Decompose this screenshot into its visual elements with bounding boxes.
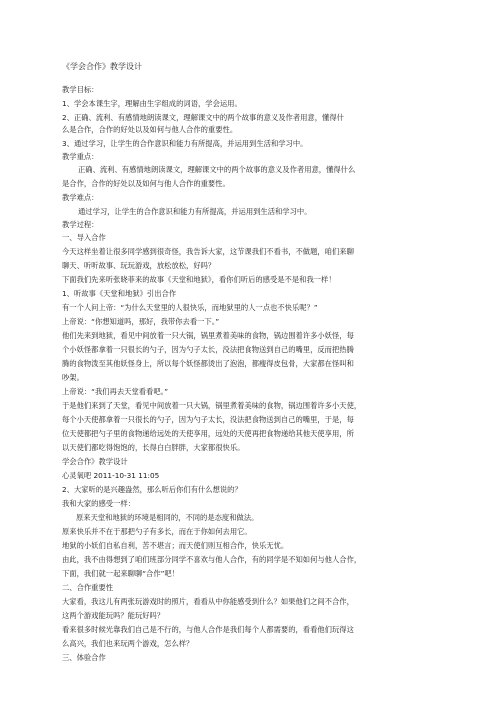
text-line: 下面，我们就一起来聊聊“合作”吧！: [62, 569, 180, 578]
text-line: 教学重点：: [62, 152, 99, 161]
text-line: 3、通过学习，让学生的合作意识和能力有所提高，并运用到生活和学习中。: [62, 139, 308, 148]
text-line: 学会合作》教学设计: [62, 457, 128, 466]
text-line: 二、合作重要性: [62, 583, 114, 592]
text-line: 正确、流利、有感情地朗读课文，理解课文中的两个故事的意义及作者用意，懂得什么: [78, 165, 356, 174]
text-line: 心灵氧吧 2011-10-31 11:05: [62, 471, 160, 480]
text-line: 我和大家的感受一样：: [62, 499, 135, 508]
text-line: 每个小天使都拿着一只很长的勺子，因为勺子太长，没法把食物送到自己的嘴里，于是，每: [62, 415, 354, 424]
text-line: 下面我们先来听张晓菲来的故事《天堂和地狱》，看你们听后的感受是不是和我一样！: [62, 275, 336, 284]
text-line: 原来快乐并不在于那把勺子有多长，而在于你如何去用它。: [62, 527, 252, 536]
document-title: 《学会合作》教学设计: [62, 62, 142, 71]
text-line: 么高兴，我们也来玩两个游戏，怎么样？: [62, 639, 194, 648]
text-line: 2、大家听的是兴趣盎然，那么听后你们有什么想说的？: [62, 485, 242, 494]
text-line: 大家看，我这儿有两张玩游戏时的照片，看看从中你能感受到什么？如果他们之间不合作，: [62, 597, 354, 606]
text-line: 一、导入合作: [62, 233, 106, 242]
text-line: 由此，我不由得想到了咱们班部分同学不喜欢与他人合作，有的同学是不知如何与他人合作，: [62, 555, 362, 564]
text-line: 1、学会本课生字，理解由生字组成的词语，学会运用。: [62, 99, 242, 108]
text-line: 以天使们都吃得饱饱的，长得白白胖胖，大家都很快乐。: [62, 443, 245, 452]
text-line: 聊天、听听故事、玩玩游戏，放松放松，好吗？: [62, 261, 216, 270]
text-line: 有一个人问上帝：“为什么天堂里的人很快乐，而地狱里的人一点也不快乐呢？”: [62, 303, 318, 312]
text-line: 教学过程：: [62, 220, 99, 229]
text-line: 通过学习，让学生的合作意识和能力有所提高，并运用到生活和学习中。: [78, 207, 312, 216]
text-line: 是合作，合作的好处以及如何与他人合作的重要性。: [62, 179, 230, 188]
text-line: 看来很多时候光靠我们自己是不行的，与他人合作是我们每个人都需要的，看看他们玩得这: [62, 625, 354, 634]
text-line: 1、听故事《天堂和地狱》引出合作: [62, 289, 177, 298]
text-line: 个小妖怪都拿着一只很长的勺子，因为勺子太长，没法把食物送到自己的嘴里，反而把热腾: [62, 345, 354, 354]
text-line: 位天使都把勺子里的食物递给远处的天使享用，远处的天使再把食物递给其他天使享用，所: [62, 429, 354, 438]
text-line: 今天这样坐着让很多同学感到很奇怪，我告诉大家，这节课我们不看书，不做题，咱们来聊: [62, 247, 354, 256]
text-line: 么是合作，合作的好处以及如何与他人合作的重要性。: [62, 125, 238, 134]
text-line: 上帝说：“我们再去天堂看看吧。”: [62, 387, 169, 396]
text-line: 原来天堂和地狱的环境是相同的，不同的是态度和做法。: [76, 513, 259, 522]
text-line: 教学目标：: [62, 85, 99, 94]
text-line: 他们先来到地狱，看见中间放着一只大锅，锅里煮着美味的食物，锅边围着许多小妖怪，每: [62, 331, 354, 340]
text-line: 2、正确、流利、有感情地朗读课文，理解课文中的两个故事的意义及作者用意，懂得什: [62, 113, 344, 122]
text-line: 地狱的小妖们自私自利，苦不堪言；而天使们则互相合作，快乐无忧。: [62, 541, 289, 550]
text-line: 三、体验合作: [62, 653, 106, 662]
text-line: 教学难点：: [62, 193, 99, 202]
text-line: 这两个游戏能玩吗？能玩好吗？: [62, 611, 165, 620]
text-line: 上帝说：“你想知道吗，那好，我带你去看一下。”: [62, 317, 220, 326]
text-line: 吵架。: [62, 373, 84, 382]
text-line: 于是他们来到了天堂，看见中间放着一只大锅，锅里煮着美味的食物，锅边围着许多小天使，: [62, 401, 362, 410]
text-line: 腾的食物泼至其他妖怪身上，所以每个妖怪都烫出了泡泡，都瘦得皮包骨，大家都在怪叫和: [62, 359, 354, 368]
